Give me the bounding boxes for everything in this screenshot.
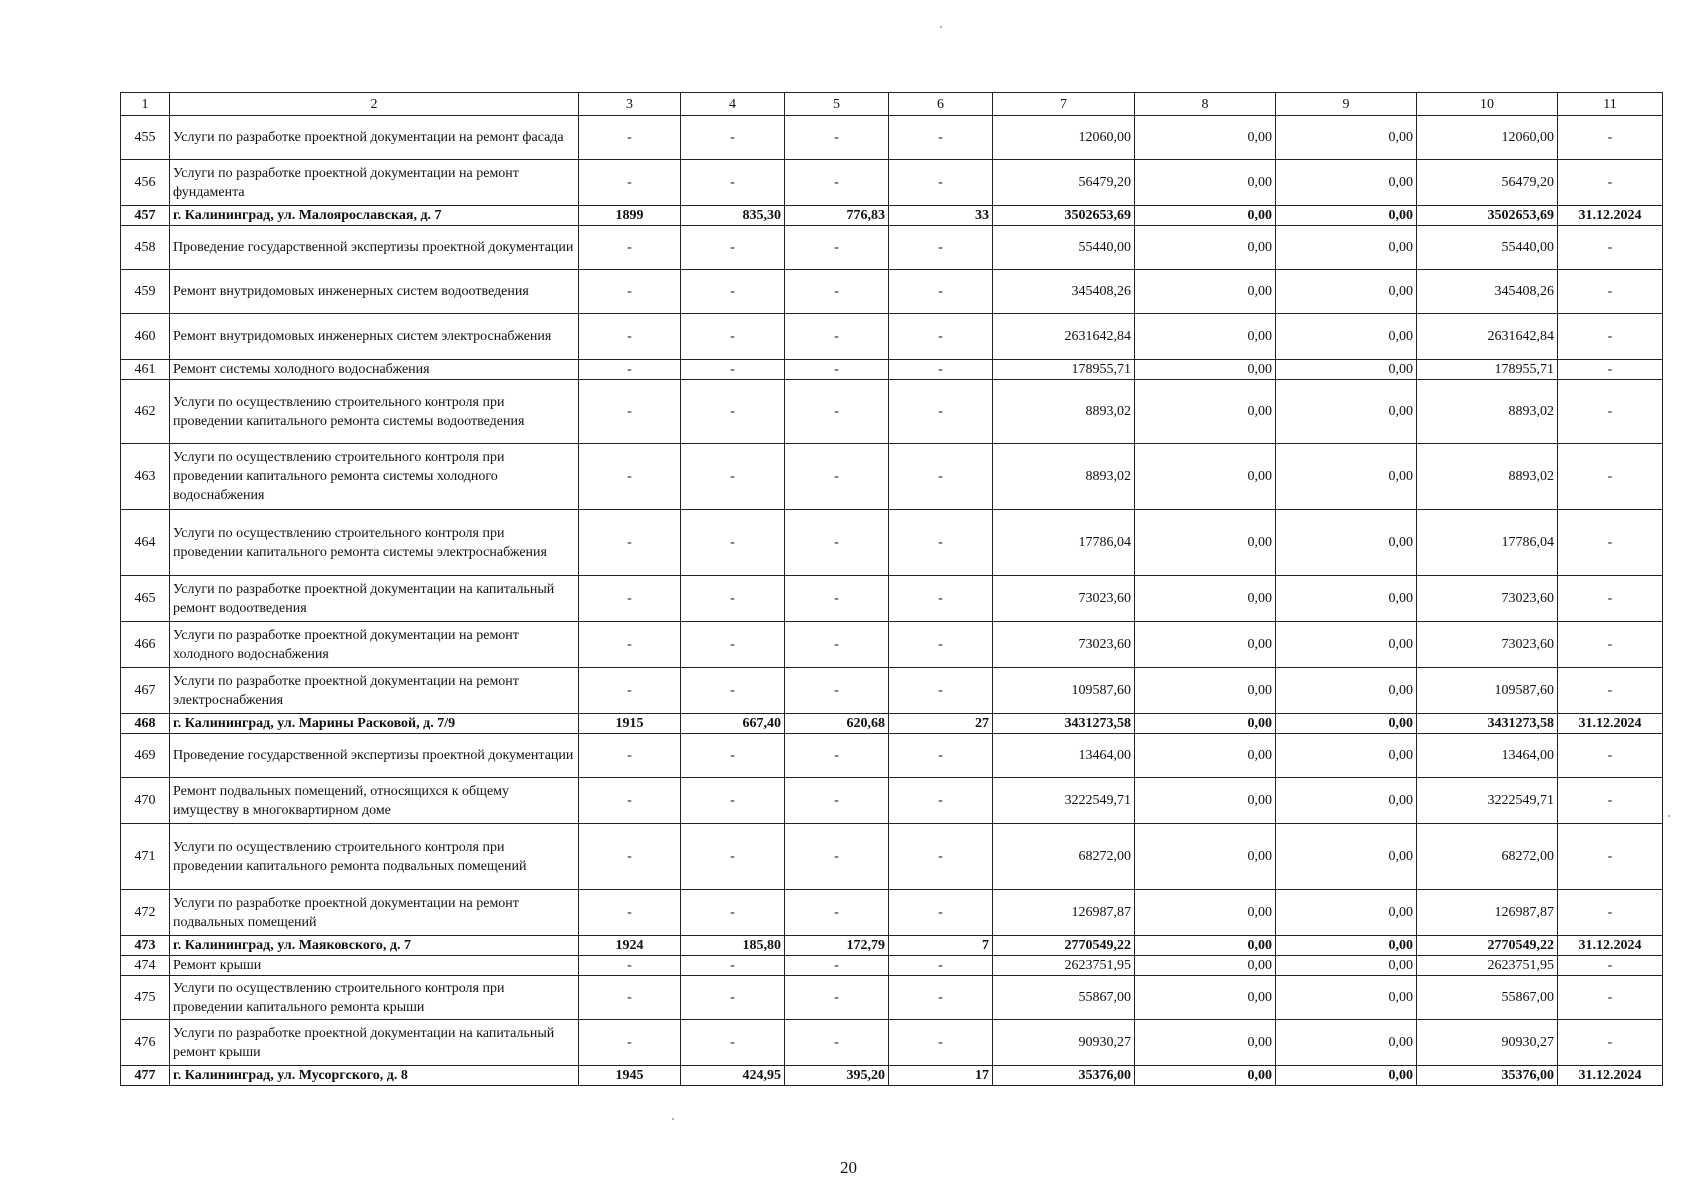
row-number-cell: 467 (121, 668, 170, 714)
col4-cell: - (681, 160, 785, 206)
col4-cell: - (681, 360, 785, 380)
col10-cell: 345408,26 (1417, 270, 1558, 314)
item-name-cell: г. Калининград, ул. Марины Расковой, д. 7/9 (170, 714, 579, 734)
col6-cell: - (889, 1020, 993, 1066)
year-cell: - (579, 976, 681, 1020)
col8-cell: 0,00 (1135, 778, 1276, 824)
col5-cell: - (785, 226, 889, 270)
row-number-cell: 460 (121, 314, 170, 360)
year-cell: - (579, 360, 681, 380)
work-item-row (121, 226, 1663, 270)
col10-cell: 178955,71 (1417, 360, 1558, 380)
work-item-row (121, 778, 1663, 824)
deadline-cell: - (1558, 360, 1663, 380)
row-number-cell: 471 (121, 824, 170, 890)
year-cell: - (579, 890, 681, 936)
work-item-row (121, 576, 1663, 622)
year-cell: - (579, 778, 681, 824)
col6-cell: - (889, 956, 993, 976)
col8-cell: 0,00 (1135, 976, 1276, 1020)
year-cell: - (579, 226, 681, 270)
item-name-cell: Услуги по разработке проектной документации на ремонт фасада (170, 116, 579, 160)
total-cost-cell: 13464,00 (993, 734, 1135, 778)
col10-cell: 2623751,95 (1417, 956, 1558, 976)
col4-cell: - (681, 226, 785, 270)
scan-speck (940, 26, 942, 28)
scan-speck (672, 1118, 674, 1120)
col4-cell: - (681, 116, 785, 160)
item-name-cell: Ремонт крыши (170, 956, 579, 976)
col9-cell: 0,00 (1276, 360, 1417, 380)
col5-cell: - (785, 270, 889, 314)
address-row (121, 206, 1663, 226)
col6-cell: - (889, 976, 993, 1020)
col9-cell: 0,00 (1276, 1066, 1417, 1086)
row-number-cell: 475 (121, 976, 170, 1020)
item-name-cell: Услуги по осуществлению строительного контроля при проведении капитального ремонта крыши (170, 976, 579, 1020)
col5-cell: 620,68 (785, 714, 889, 734)
col9-cell: 0,00 (1276, 444, 1417, 510)
col9-cell: 0,00 (1276, 314, 1417, 360)
item-name-cell: Услуги по осуществлению строительного контроля при проведении капитального ремонта системы электроснабжения (170, 510, 579, 576)
deadline-cell: - (1558, 510, 1663, 576)
address-row (121, 714, 1663, 734)
col8-cell: 0,00 (1135, 314, 1276, 360)
work-item-row (121, 160, 1663, 206)
total-cost-cell: 109587,60 (993, 668, 1135, 714)
col4-cell: - (681, 956, 785, 976)
col6-cell: - (889, 734, 993, 778)
col10-cell: 109587,60 (1417, 668, 1558, 714)
row-number-cell: 458 (121, 226, 170, 270)
total-cost-cell: 3431273,58 (993, 714, 1135, 734)
col4-cell: 424,95 (681, 1066, 785, 1086)
col5-cell: 776,83 (785, 206, 889, 226)
col4-cell: - (681, 824, 785, 890)
col6-cell: 27 (889, 714, 993, 734)
col9-cell: 0,00 (1276, 936, 1417, 956)
col9-cell: 0,00 (1276, 160, 1417, 206)
work-item-row (121, 360, 1663, 380)
col6-cell: - (889, 116, 993, 160)
header-cell: 10 (1417, 93, 1558, 116)
repair-schedule-table (120, 92, 1663, 1086)
col5-cell: - (785, 668, 889, 714)
work-item-row (121, 976, 1663, 1020)
deadline-cell: 31.12.2024 (1558, 936, 1663, 956)
col4-cell: - (681, 1020, 785, 1066)
col9-cell: 0,00 (1276, 116, 1417, 160)
col6-cell: - (889, 226, 993, 270)
year-cell: - (579, 116, 681, 160)
item-name-cell: Проведение государственной экспертизы проектной документации (170, 226, 579, 270)
year-cell: - (579, 734, 681, 778)
col6-cell: - (889, 824, 993, 890)
col6-cell: 7 (889, 936, 993, 956)
col4-cell: - (681, 576, 785, 622)
deadline-cell: - (1558, 622, 1663, 668)
year-cell: - (579, 824, 681, 890)
col8-cell: 0,00 (1135, 890, 1276, 936)
year-cell: 1945 (579, 1066, 681, 1086)
year-cell: - (579, 956, 681, 976)
work-item-row (121, 1020, 1663, 1066)
col8-cell: 0,00 (1135, 1020, 1276, 1066)
item-name-cell: Услуги по осуществлению строительного контроля при проведении капитального ремонта подвальных помещений (170, 824, 579, 890)
col10-cell: 13464,00 (1417, 734, 1558, 778)
col8-cell: 0,00 (1135, 824, 1276, 890)
col8-cell: 0,00 (1135, 444, 1276, 510)
deadline-cell: - (1558, 778, 1663, 824)
row-number-cell: 457 (121, 206, 170, 226)
col4-cell: - (681, 668, 785, 714)
col9-cell: 0,00 (1276, 668, 1417, 714)
item-name-cell: Услуги по разработке проектной документации на капитальный ремонт крыши (170, 1020, 579, 1066)
col5-cell: - (785, 576, 889, 622)
item-name-cell: г. Калининград, ул. Малоярославская, д. 7 (170, 206, 579, 226)
row-number-cell: 476 (121, 1020, 170, 1066)
header-cell: 4 (681, 93, 785, 116)
col6-cell: - (889, 444, 993, 510)
deadline-cell: 31.12.2024 (1558, 1066, 1663, 1086)
item-name-cell: Ремонт подвальных помещений, относящихся к общему имуществу в многоквартирном доме (170, 778, 579, 824)
row-number-cell: 474 (121, 956, 170, 976)
col4-cell: - (681, 622, 785, 668)
col5-cell: - (785, 622, 889, 668)
col5-cell: - (785, 116, 889, 160)
deadline-cell: - (1558, 576, 1663, 622)
work-item-row (121, 668, 1663, 714)
total-cost-cell: 126987,87 (993, 890, 1135, 936)
col6-cell: - (889, 778, 993, 824)
col4-cell: - (681, 890, 785, 936)
col4-cell: 185,80 (681, 936, 785, 956)
col8-cell: 0,00 (1135, 622, 1276, 668)
deadline-cell: - (1558, 270, 1663, 314)
item-name-cell: Услуги по разработке проектной документации на ремонт электроснабжения (170, 668, 579, 714)
col10-cell: 55867,00 (1417, 976, 1558, 1020)
col8-cell: 0,00 (1135, 360, 1276, 380)
total-cost-cell: 2623751,95 (993, 956, 1135, 976)
item-name-cell: Услуги по разработке проектной документации на капитальный ремонт водоотведения (170, 576, 579, 622)
year-cell: - (579, 510, 681, 576)
work-item-row (121, 734, 1663, 778)
total-cost-cell: 2770549,22 (993, 936, 1135, 956)
header-cell: 8 (1135, 93, 1276, 116)
col8-cell: 0,00 (1135, 380, 1276, 444)
row-number-cell: 469 (121, 734, 170, 778)
col6-cell: 17 (889, 1066, 993, 1086)
col10-cell: 3502653,69 (1417, 206, 1558, 226)
year-cell: - (579, 444, 681, 510)
col9-cell: 0,00 (1276, 1020, 1417, 1066)
header-cell: 11 (1558, 93, 1663, 116)
deadline-cell: - (1558, 824, 1663, 890)
col10-cell: 3431273,58 (1417, 714, 1558, 734)
col9-cell: 0,00 (1276, 890, 1417, 936)
col5-cell: - (785, 510, 889, 576)
row-number-cell: 466 (121, 622, 170, 668)
col10-cell: 2631642,84 (1417, 314, 1558, 360)
col9-cell: 0,00 (1276, 270, 1417, 314)
header-cell: 3 (579, 93, 681, 116)
col4-cell: - (681, 778, 785, 824)
row-number-cell: 455 (121, 116, 170, 160)
work-item-row (121, 270, 1663, 314)
col10-cell: 126987,87 (1417, 890, 1558, 936)
col5-cell: 172,79 (785, 936, 889, 956)
col8-cell: 0,00 (1135, 734, 1276, 778)
col8-cell: 0,00 (1135, 160, 1276, 206)
col8-cell: 0,00 (1135, 1066, 1276, 1086)
item-name-cell: Услуги по осуществлению строительного контроля при проведении капитального ремонта системы холодного водоснабжения (170, 444, 579, 510)
total-cost-cell: 35376,00 (993, 1066, 1135, 1086)
col8-cell: 0,00 (1135, 956, 1276, 976)
year-cell: - (579, 314, 681, 360)
col4-cell: - (681, 976, 785, 1020)
deadline-cell: 31.12.2024 (1558, 206, 1663, 226)
deadline-cell: - (1558, 890, 1663, 936)
col5-cell: - (785, 976, 889, 1020)
col9-cell: 0,00 (1276, 380, 1417, 444)
total-cost-cell: 3502653,69 (993, 206, 1135, 226)
col5-cell: - (785, 380, 889, 444)
work-item-row (121, 116, 1663, 160)
col8-cell: 0,00 (1135, 576, 1276, 622)
header-cell: 1 (121, 93, 170, 116)
work-item-row (121, 444, 1663, 510)
total-cost-cell: 90930,27 (993, 1020, 1135, 1066)
col9-cell: 0,00 (1276, 778, 1417, 824)
total-cost-cell: 8893,02 (993, 380, 1135, 444)
item-name-cell: Проведение государственной экспертизы проектной документации (170, 734, 579, 778)
col5-cell: - (785, 444, 889, 510)
work-item-row (121, 314, 1663, 360)
col10-cell: 90930,27 (1417, 1020, 1558, 1066)
work-item-row (121, 380, 1663, 444)
total-cost-cell: 3222549,71 (993, 778, 1135, 824)
col5-cell: - (785, 314, 889, 360)
deadline-cell: - (1558, 956, 1663, 976)
total-cost-cell: 178955,71 (993, 360, 1135, 380)
col9-cell: 0,00 (1276, 226, 1417, 270)
col10-cell: 35376,00 (1417, 1066, 1558, 1086)
col6-cell: - (889, 270, 993, 314)
col4-cell: - (681, 314, 785, 360)
col4-cell: 835,30 (681, 206, 785, 226)
year-cell: - (579, 380, 681, 444)
col8-cell: 0,00 (1135, 206, 1276, 226)
year-cell: - (579, 622, 681, 668)
col4-cell: - (681, 270, 785, 314)
column-number-header (121, 93, 1663, 116)
item-name-cell: Ремонт внутридомовых инженерных систем водоотведения (170, 270, 579, 314)
deadline-cell: 31.12.2024 (1558, 714, 1663, 734)
col10-cell: 17786,04 (1417, 510, 1558, 576)
col4-cell: - (681, 380, 785, 444)
col10-cell: 56479,20 (1417, 160, 1558, 206)
col6-cell: - (889, 360, 993, 380)
address-row (121, 1066, 1663, 1086)
total-cost-cell: 2631642,84 (993, 314, 1135, 360)
col10-cell: 73023,60 (1417, 622, 1558, 668)
item-name-cell: Услуги по разработке проектной документации на ремонт подвальных помещений (170, 890, 579, 936)
col9-cell: 0,00 (1276, 622, 1417, 668)
total-cost-cell: 56479,20 (993, 160, 1135, 206)
col9-cell: 0,00 (1276, 956, 1417, 976)
col10-cell: 55440,00 (1417, 226, 1558, 270)
total-cost-cell: 12060,00 (993, 116, 1135, 160)
deadline-cell: - (1558, 444, 1663, 510)
col10-cell: 73023,60 (1417, 576, 1558, 622)
col5-cell: - (785, 778, 889, 824)
header-cell: 6 (889, 93, 993, 116)
col10-cell: 3222549,71 (1417, 778, 1558, 824)
header-cell: 2 (170, 93, 579, 116)
header-cell: 9 (1276, 93, 1417, 116)
col9-cell: 0,00 (1276, 206, 1417, 226)
year-cell: 1924 (579, 936, 681, 956)
row-number-cell: 472 (121, 890, 170, 936)
deadline-cell: - (1558, 668, 1663, 714)
col9-cell: 0,00 (1276, 576, 1417, 622)
year-cell: - (579, 160, 681, 206)
col5-cell: - (785, 824, 889, 890)
col6-cell: - (889, 622, 993, 668)
deadline-cell: - (1558, 734, 1663, 778)
col6-cell: - (889, 668, 993, 714)
deadline-cell: - (1558, 226, 1663, 270)
col10-cell: 68272,00 (1417, 824, 1558, 890)
deadline-cell: - (1558, 976, 1663, 1020)
header-cell: 7 (993, 93, 1135, 116)
year-cell: - (579, 1020, 681, 1066)
col9-cell: 0,00 (1276, 510, 1417, 576)
col8-cell: 0,00 (1135, 226, 1276, 270)
col5-cell: - (785, 734, 889, 778)
col10-cell: 2770549,22 (1417, 936, 1558, 956)
year-cell: - (579, 270, 681, 314)
row-number-cell: 468 (121, 714, 170, 734)
total-cost-cell: 55440,00 (993, 226, 1135, 270)
row-number-cell: 477 (121, 1066, 170, 1086)
col4-cell: - (681, 510, 785, 576)
header-cell: 5 (785, 93, 889, 116)
row-number-cell: 465 (121, 576, 170, 622)
document-sheet (120, 92, 1662, 1086)
col8-cell: 0,00 (1135, 116, 1276, 160)
page-number: 20 (840, 1158, 857, 1177)
item-name-cell: Услуги по осуществлению строительного контроля при проведении капитального ремонта системы водоотведения (170, 380, 579, 444)
item-name-cell: Услуги по разработке проектной документации на ремонт холодного водоснабжения (170, 622, 579, 668)
total-cost-cell: 17786,04 (993, 510, 1135, 576)
year-cell: 1915 (579, 714, 681, 734)
col6-cell: - (889, 510, 993, 576)
work-item-row (121, 824, 1663, 890)
table-body (121, 116, 1663, 1086)
col6-cell: 33 (889, 206, 993, 226)
col4-cell: - (681, 444, 785, 510)
col4-cell: 667,40 (681, 714, 785, 734)
deadline-cell: - (1558, 116, 1663, 160)
row-number-cell: 463 (121, 444, 170, 510)
item-name-cell: г. Калининград, ул. Маяковского, д. 7 (170, 936, 579, 956)
item-name-cell: Ремонт внутридомовых инженерных систем электроснабжения (170, 314, 579, 360)
deadline-cell: - (1558, 380, 1663, 444)
col9-cell: 0,00 (1276, 734, 1417, 778)
row-number-cell: 470 (121, 778, 170, 824)
year-cell: - (579, 576, 681, 622)
col6-cell: - (889, 890, 993, 936)
col8-cell: 0,00 (1135, 668, 1276, 714)
col8-cell: 0,00 (1135, 714, 1276, 734)
deadline-cell: - (1558, 314, 1663, 360)
year-cell: 1899 (579, 206, 681, 226)
col6-cell: - (889, 380, 993, 444)
col8-cell: 0,00 (1135, 270, 1276, 314)
row-number-cell: 473 (121, 936, 170, 956)
col10-cell: 8893,02 (1417, 444, 1558, 510)
scan-speck (1668, 815, 1670, 817)
col10-cell: 8893,02 (1417, 380, 1558, 444)
row-number-cell: 456 (121, 160, 170, 206)
work-item-row (121, 890, 1663, 936)
item-name-cell: Услуги по разработке проектной документации на ремонт фундамента (170, 160, 579, 206)
total-cost-cell: 73023,60 (993, 622, 1135, 668)
col5-cell: 395,20 (785, 1066, 889, 1086)
row-number-cell: 464 (121, 510, 170, 576)
col9-cell: 0,00 (1276, 824, 1417, 890)
work-item-row (121, 622, 1663, 668)
address-row (121, 936, 1663, 956)
col5-cell: - (785, 160, 889, 206)
col9-cell: 0,00 (1276, 976, 1417, 1020)
col10-cell: 12060,00 (1417, 116, 1558, 160)
deadline-cell: - (1558, 160, 1663, 206)
total-cost-cell: 345408,26 (993, 270, 1135, 314)
total-cost-cell: 68272,00 (993, 824, 1135, 890)
row-number-cell: 459 (121, 270, 170, 314)
total-cost-cell: 8893,02 (993, 444, 1135, 510)
work-item-row (121, 956, 1663, 976)
deadline-cell: - (1558, 1020, 1663, 1066)
col4-cell: - (681, 734, 785, 778)
total-cost-cell: 73023,60 (993, 576, 1135, 622)
col9-cell: 0,00 (1276, 714, 1417, 734)
row-number-cell: 461 (121, 360, 170, 380)
total-cost-cell: 55867,00 (993, 976, 1135, 1020)
row-number-cell: 462 (121, 380, 170, 444)
col5-cell: - (785, 1020, 889, 1066)
col6-cell: - (889, 576, 993, 622)
col5-cell: - (785, 956, 889, 976)
work-item-row (121, 510, 1663, 576)
year-cell: - (579, 668, 681, 714)
col6-cell: - (889, 314, 993, 360)
col5-cell: - (785, 360, 889, 380)
col5-cell: - (785, 890, 889, 936)
col8-cell: 0,00 (1135, 510, 1276, 576)
item-name-cell: г. Калининград, ул. Мусоргского, д. 8 (170, 1066, 579, 1086)
item-name-cell: Ремонт системы холодного водоснабжения (170, 360, 579, 380)
col8-cell: 0,00 (1135, 936, 1276, 956)
col6-cell: - (889, 160, 993, 206)
